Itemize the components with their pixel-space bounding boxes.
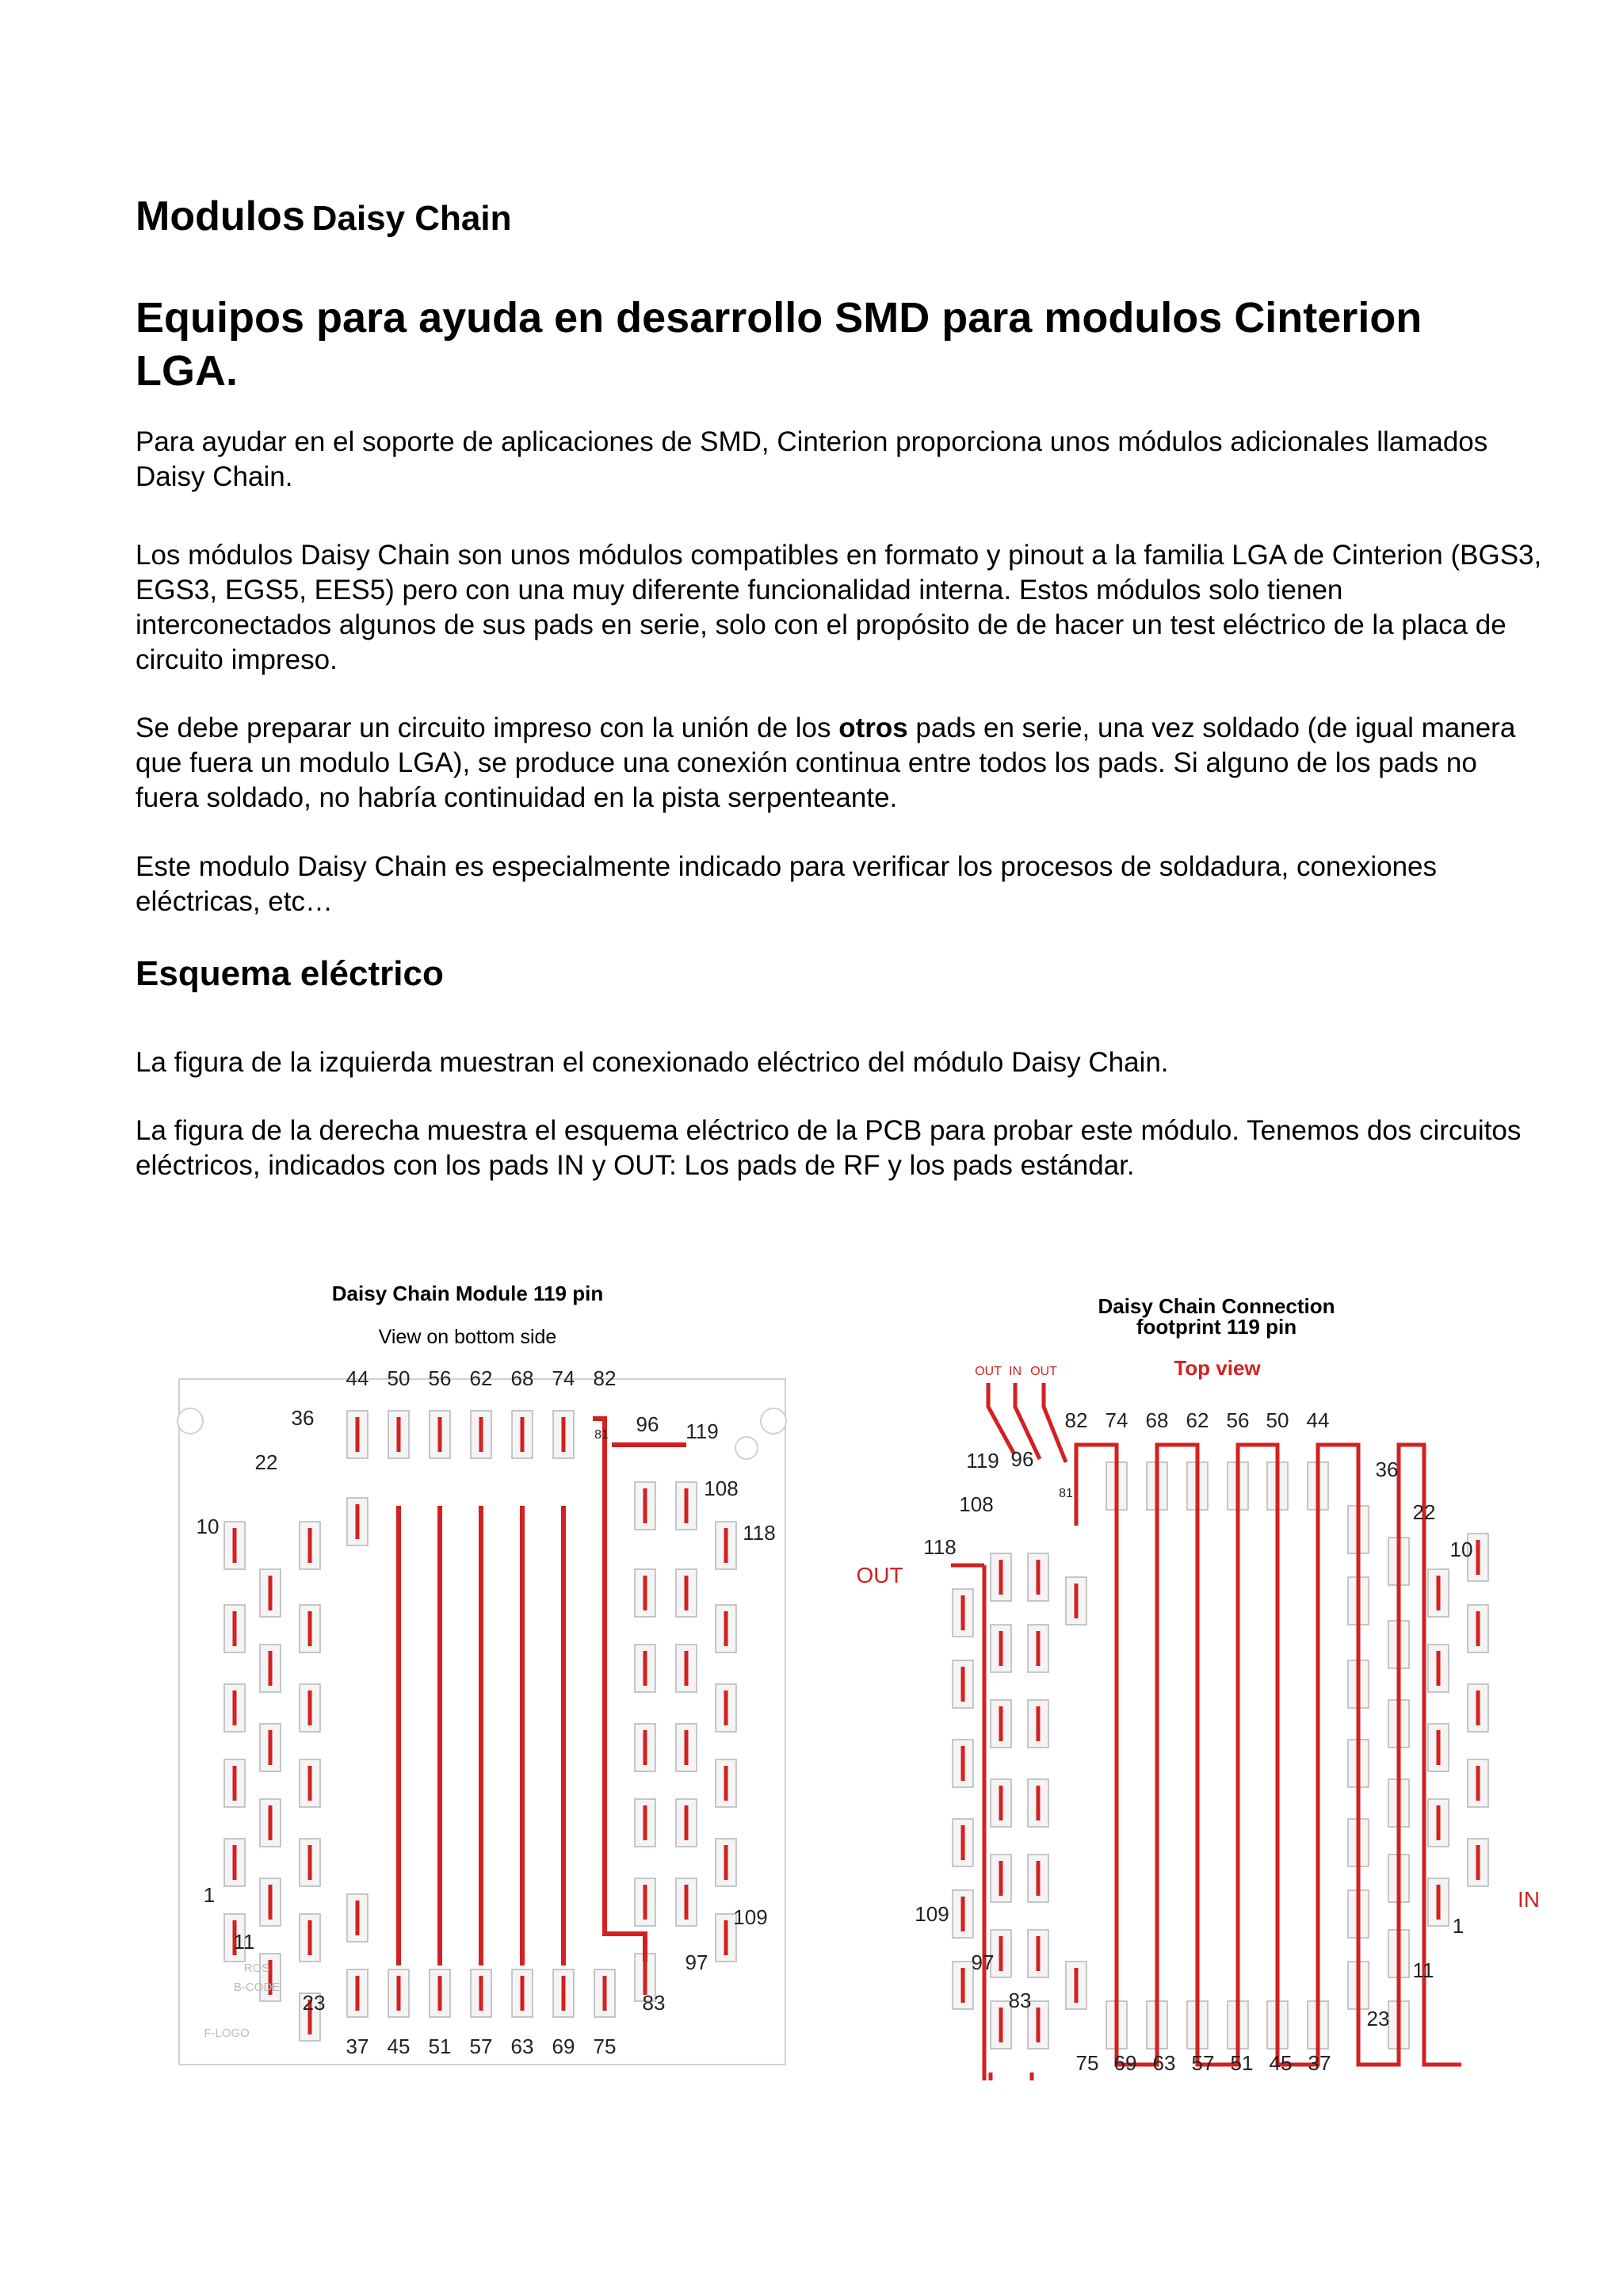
right-fig-title-2: footprint 119 pin xyxy=(1136,1315,1297,1339)
pin-label: 118 xyxy=(923,1535,957,1559)
pin-label: 81 xyxy=(594,1428,609,1442)
p3-before: Se debe preparar un circuito impreso con la unión de los xyxy=(136,712,839,743)
pin-label: 83 xyxy=(642,1991,666,2015)
pin-label: 1 xyxy=(203,1883,216,1907)
pin-label: 10 xyxy=(196,1515,220,1538)
mount-hole xyxy=(761,1408,786,1434)
figure-right xyxy=(856,1272,1569,2080)
silk-text: ROS xyxy=(243,1962,270,1975)
document-title xyxy=(136,193,512,240)
right-bottom-num: 75 xyxy=(1075,2051,1099,2075)
pin-label: 118 xyxy=(743,1521,776,1545)
left-bottom-num: 37 xyxy=(346,2034,369,2058)
pin-label: 97 xyxy=(685,1950,708,1974)
pin-label: 83 xyxy=(1008,1988,1032,2012)
right-fig-title-1: Daisy Chain Connection xyxy=(1098,1294,1335,1318)
right-top-num: 82 xyxy=(1064,1408,1088,1432)
pin-label: 11 xyxy=(233,1930,255,1954)
intro-paragraph-2: Los módulos Daisy Chain son unos módulos compatibles en formato y pinout a la familia LGA de Cinterion (BGS3, EGS3, EGS5, EES5) pero con una muy diferente funcionalidad interna. Estos módulos solo tienen interconectados algunos de sus pads en serie, solo con el propósito de de hacer un test eléctrico de la placa de circuito impreso. xyxy=(136,540,1542,675)
left-bottom-num: 69 xyxy=(552,2034,575,2058)
pin-label: 119 xyxy=(966,1449,999,1473)
left-fig-subtitle: View on bottom side xyxy=(378,1326,557,1348)
figure-right-svg xyxy=(856,1272,1569,2080)
pin-label: 11 xyxy=(1412,1958,1434,1982)
right-top-num: 56 xyxy=(1226,1408,1250,1432)
pin-label: 1 xyxy=(1452,1914,1465,1938)
pin-label: 22 xyxy=(254,1450,278,1474)
pin-label: 97 xyxy=(971,1950,995,1974)
right-bottom-num: 45 xyxy=(1269,2051,1293,2075)
intro-paragraph-4: Este modulo Daisy Chain es especialmente indicado para verificar los procesos de soldadura, conexiones eléctricas, etc… xyxy=(136,851,1438,917)
left-top-num: 50 xyxy=(387,1366,411,1390)
pin-label: 36 xyxy=(1375,1457,1399,1481)
section-heading: Esquema eléctrico xyxy=(136,954,444,993)
right-bottom-num: 51 xyxy=(1230,2051,1254,2075)
right-bottom-num: 37 xyxy=(1308,2051,1331,2075)
silk-text: F-LOGO xyxy=(204,2027,250,2040)
trace xyxy=(991,2073,1032,2080)
pin-label: 108 xyxy=(959,1492,994,1516)
pin-label: 23 xyxy=(302,1991,326,2015)
pin-label: 109 xyxy=(733,1905,768,1929)
intro-paragraph-1: Para ayudar en el soporte de aplicaciones de SMD, Cinterion proporciona unos módulos adicionales llamados Daisy Chain. xyxy=(136,426,1488,492)
figure-left-svg xyxy=(171,1272,805,2080)
pin-label: 81 xyxy=(1059,1487,1073,1500)
pin-label: 23 xyxy=(1366,2007,1390,2030)
mount-hole xyxy=(178,1408,203,1434)
left-bottom-num: 51 xyxy=(428,2034,452,2058)
left-fig-title: Daisy Chain Module 119 pin xyxy=(331,1282,604,1305)
silk-text: B-CODE xyxy=(233,1981,281,1994)
left-bottom-num: 57 xyxy=(469,2034,493,2058)
right-pads xyxy=(953,1462,1488,2049)
right-bottom-num: 69 xyxy=(1113,2051,1137,2075)
pin-label: 10 xyxy=(1449,1538,1473,1561)
pin-label: 109 xyxy=(915,1902,949,1926)
figure-left xyxy=(171,1272,805,2080)
pin-label: 108 xyxy=(704,1477,739,1500)
left-top-num: 44 xyxy=(346,1366,369,1390)
in-pad-label: IN xyxy=(1518,1887,1540,1912)
title-small: Daisy Chain xyxy=(311,199,512,238)
right-bottom-num: 63 xyxy=(1152,2051,1176,2075)
left-top-num: 74 xyxy=(552,1366,575,1390)
mount-hole xyxy=(735,1437,758,1459)
trace xyxy=(1044,1383,1066,1462)
top-view-label: Top view xyxy=(1174,1356,1261,1380)
left-bottom-num: 45 xyxy=(387,2034,411,2058)
trace xyxy=(988,1383,1014,1454)
left-bottom-num: 63 xyxy=(510,2034,534,2058)
left-top-num: 62 xyxy=(469,1366,493,1390)
document-subtitle: Equipos para ayuda en desarrollo SMD para modulos Cinterion LGA. xyxy=(136,294,1423,395)
in-label: IN xyxy=(1009,1365,1022,1378)
right-bottom-num: 57 xyxy=(1191,2051,1215,2075)
out-in-out-labels xyxy=(975,1365,1057,1378)
left-top-num: 82 xyxy=(593,1366,617,1390)
section-paragraph-2: La figura de la derecha muestra el esquema eléctrico de la PCB para probar este módulo. Tenemos dos circuitos eléctricos, indicados con los pads IN y OUT: Los pads de RF y los pads estándar. xyxy=(136,1115,1522,1181)
right-top-num: 50 xyxy=(1266,1408,1289,1432)
left-bottom-num: 75 xyxy=(593,2034,617,2058)
pin-label: 22 xyxy=(1412,1500,1436,1524)
intro-paragraph-3 xyxy=(136,711,1546,816)
right-top-num: 44 xyxy=(1306,1408,1330,1432)
left-top-num: 68 xyxy=(510,1366,534,1390)
section-paragraph-1: La figura de la izquierda muestran el conexionado eléctrico del módulo Daisy Chain. xyxy=(136,1047,1169,1078)
left-top-num: 56 xyxy=(428,1366,452,1390)
right-top-num: 68 xyxy=(1145,1408,1169,1432)
right-top-num: 62 xyxy=(1186,1408,1209,1432)
pin-label: 119 xyxy=(685,1419,719,1443)
out-pad-label: OUT xyxy=(856,1563,903,1587)
title-large: Modulos xyxy=(136,193,305,239)
pin-label: 36 xyxy=(291,1406,315,1430)
out-label: OUT xyxy=(1030,1365,1057,1378)
pin-label: 96 xyxy=(636,1412,659,1436)
p3-bold: otros xyxy=(838,712,908,743)
out-label: OUT xyxy=(975,1365,1002,1378)
p3-after: pads en serie, una vez soldado (de igual manera que fuera un modulo LGA), se produce una conexión continua entre todos los pads. Si alguno de los pads no fuera soldado, no habría continuidad en la pista serpenteante. xyxy=(136,712,1516,813)
right-top-num: 74 xyxy=(1105,1408,1128,1432)
pin-label: 96 xyxy=(1010,1447,1034,1471)
